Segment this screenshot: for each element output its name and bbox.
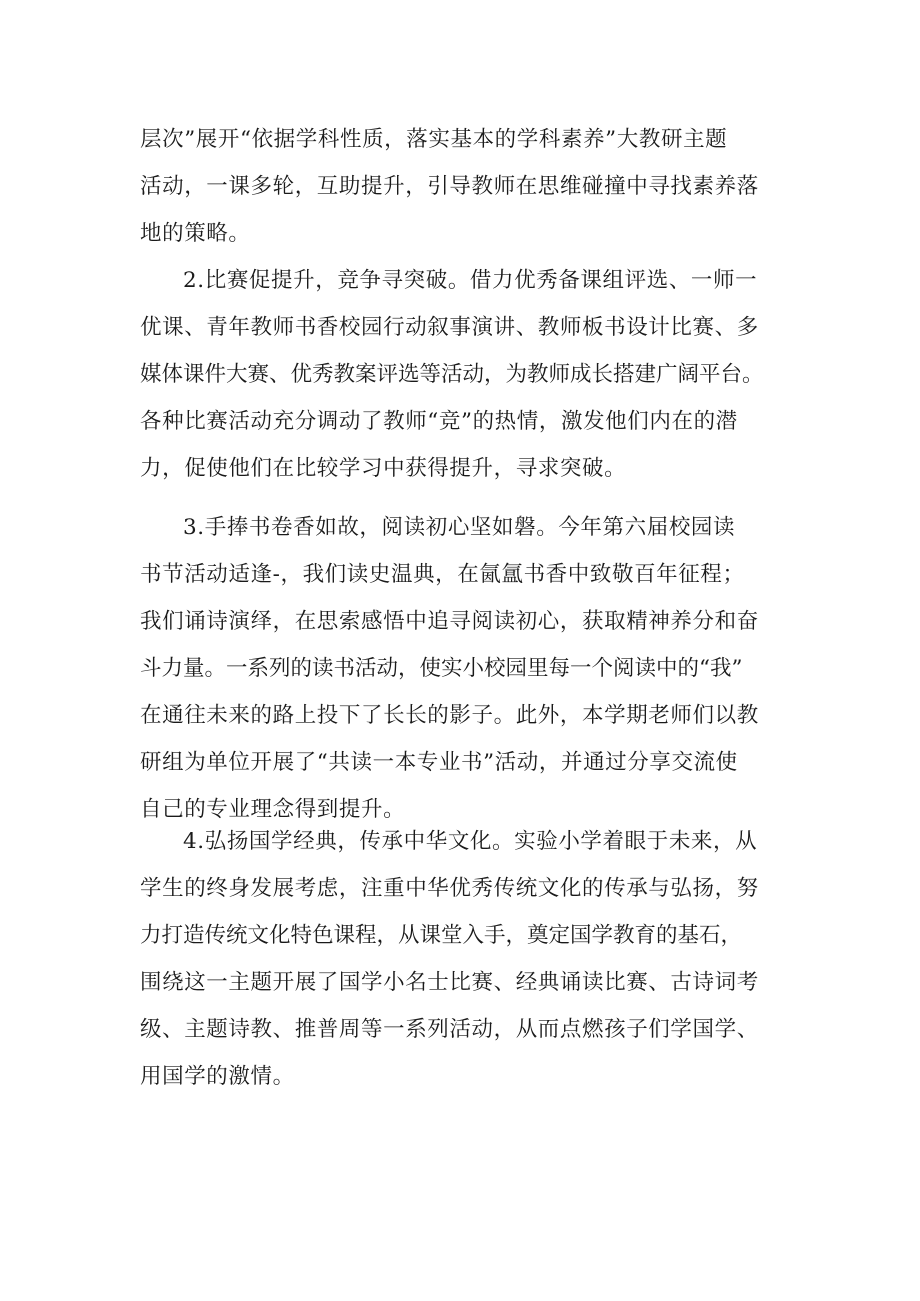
text-line: 各种比赛活动充分调动了教师“竞”的热情，激发他们内在的潜: [140, 409, 738, 434]
paragraph-chinese-classics: [140, 818, 800, 1100]
text-line: 斗力量。一系列的读书活动，使实小校园里每一个阅读中的“我”: [140, 656, 743, 681]
text-line: 2.比赛促提升，竞争寻突破。借力优秀备课组评选、一师一: [183, 268, 758, 293]
text-line: 围绕这一主题开展了国学小名士比赛、经典诵读比赛、古诗词考: [140, 970, 759, 995]
paragraph-reading: [140, 504, 800, 833]
text-line: 媒体课件大赛、优秀教案评选等活动，为教师成长搭建广阔平台。: [140, 362, 764, 387]
text-line: 我们诵诗演绎，在思索感悟中追寻阅读初心，获取精神养分和奋: [140, 609, 759, 634]
paragraph-continued-activities: [140, 116, 800, 257]
text-line: 地的策略。: [140, 221, 251, 246]
text-line: 力打造传统文化特色课程，从课堂入手，奠定国学教育的基石，: [140, 923, 743, 948]
text-line: 在通往未来的路上投下了长长的影子。此外，本学期老师们以教: [140, 703, 759, 728]
text-line: 级、主题诗教、推普周等一系列活动，从而点燃孩子们学国学、: [140, 1017, 759, 1042]
text-line: 优课、青年教师书香校园行动叙事演讲、教师板书设计比赛、多: [140, 315, 759, 340]
text-line: 4.弘扬国学经典，传承中华文化。实验小学着眼于未来，从: [183, 829, 758, 854]
text-line: 学生的终身发展考虑，注重中华优秀传统文化的传承与弘扬，努: [140, 876, 759, 901]
paragraph-competition: [140, 257, 800, 492]
text-line: 活动，一课多轮，互助提升，引导教师在思维碰撞中寻找素养落: [140, 174, 759, 199]
text-line: 自己的专业理念得到提升。: [140, 797, 406, 822]
text-line: 力，促使他们在比较学习中获得提升，寻求突破。: [140, 456, 627, 481]
text-line: 3.手捧书卷香如故，阅读初心坚如磐。今年第六届校园读: [183, 515, 736, 540]
text-line: 层次”展开“依据学科性质，落实基本的学科素养”大教研主题: [140, 127, 728, 152]
text-line: 用国学的激情。: [140, 1064, 295, 1089]
text-line: 书节活动适逢-，我们读史温典，在氤氲书香中致敬百年征程；: [140, 562, 745, 587]
text-line: 研组为单位开展了“共读一本专业书”活动，并通过分享交流使: [140, 750, 738, 775]
